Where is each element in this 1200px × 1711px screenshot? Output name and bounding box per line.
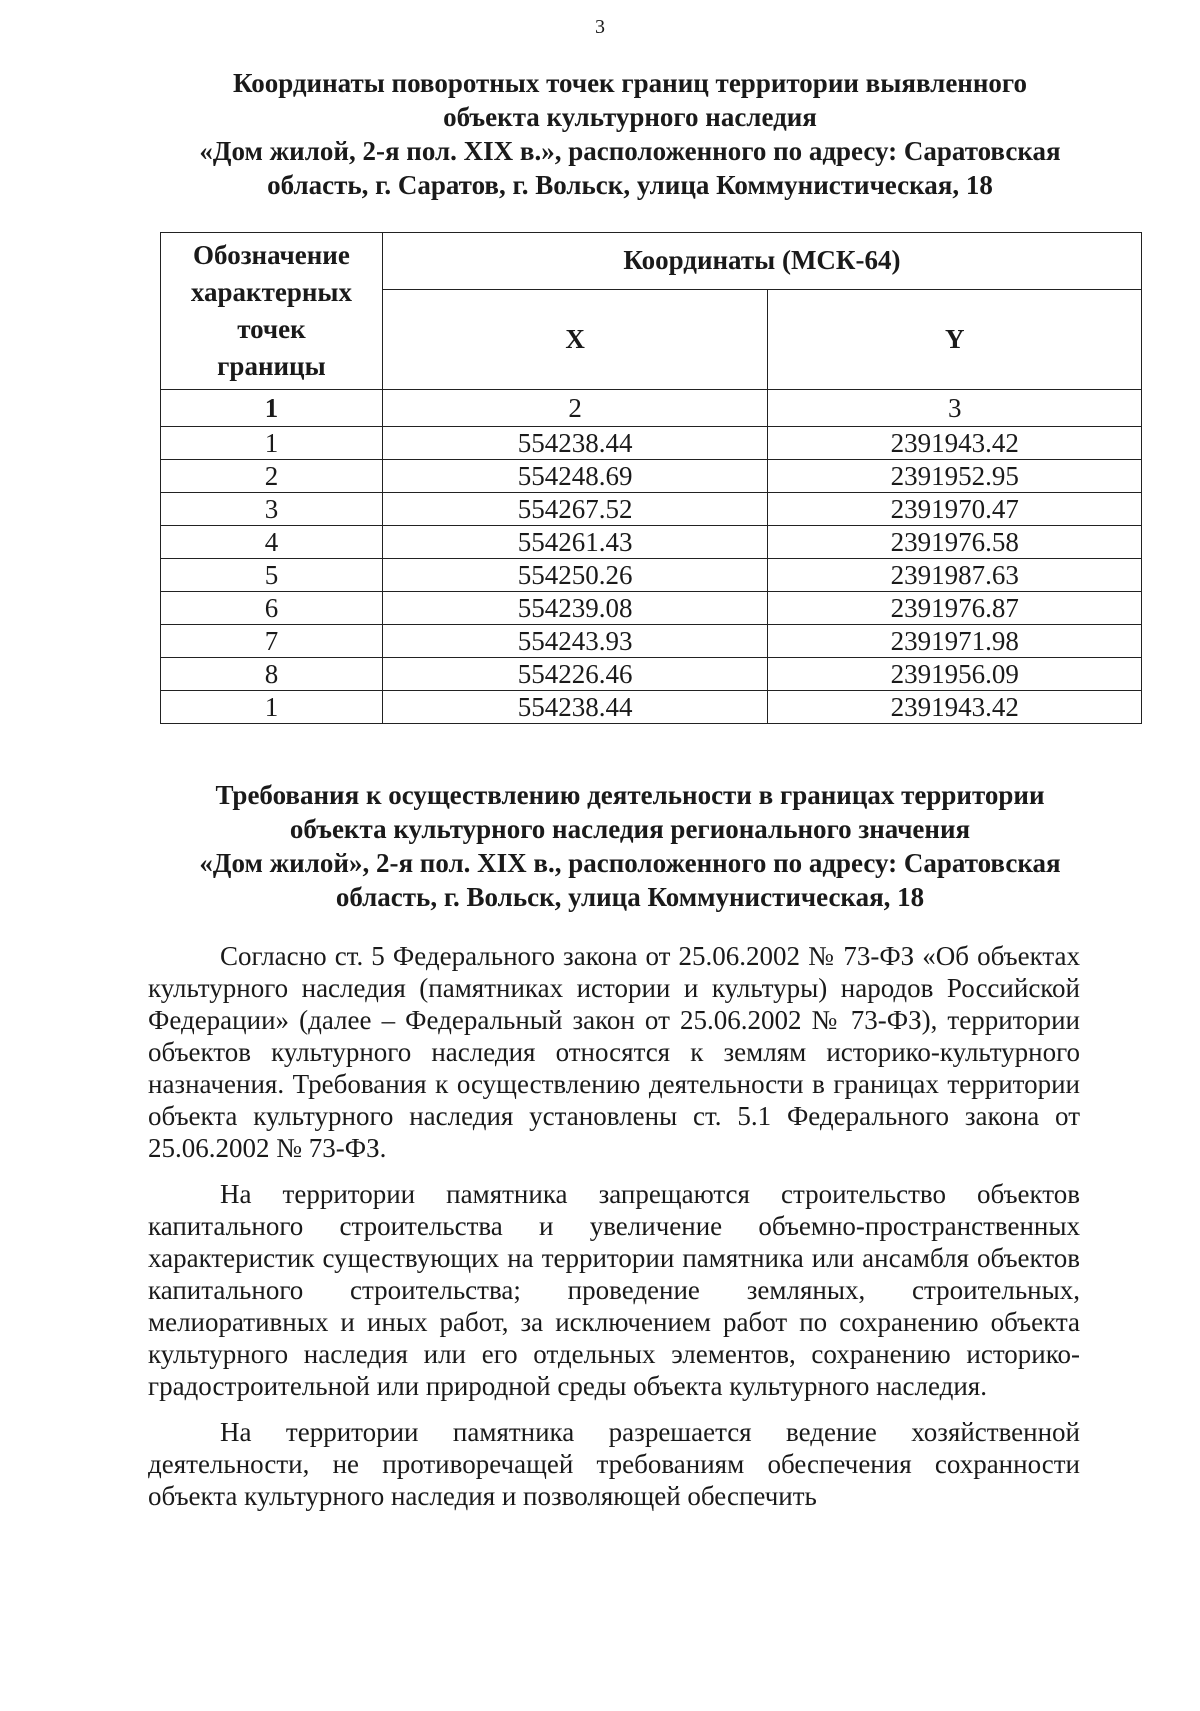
column-number: 1 — [161, 390, 383, 427]
coordinates-heading — [150, 66, 1110, 202]
header-coordinates: Координаты (МСК-64) — [382, 233, 1141, 290]
cell-point: 3 — [161, 493, 383, 526]
paragraph: Согласно ст. 5 Федерального закона от 25.06.2002 № 73-ФЗ «Об объектах культурного наследия (памятниках истории и культуры) народов Российской Федерации» (далее – Федеральный закон от 25.06.2002 № 73-ФЗ), территории объектов культурного наследия относятся к землям историко-культурного назначения. Требования к осуществлению деятельности в границах территории объекта культурного наследия установлены ст. 5.1 Федерального закона от 25.06.2002 № 73-ФЗ. — [148, 941, 1080, 1163]
cell-point: 7 — [161, 625, 383, 658]
cell-y: 2391943.42 — [768, 691, 1142, 724]
cell-y: 2391952.95 — [768, 460, 1142, 493]
heading-line: объекта культурного наследия — [443, 102, 817, 132]
cell-point: 4 — [161, 526, 383, 559]
cell-x: 554238.44 — [382, 427, 768, 460]
cell-x: 554226.46 — [382, 658, 768, 691]
heading-line: область, г. Саратов, г. Вольск, улица Коммунистическая, 18 — [267, 170, 993, 200]
cell-point: 6 — [161, 592, 383, 625]
cell-y: 2391976.87 — [768, 592, 1142, 625]
cell-x: 554261.43 — [382, 526, 768, 559]
page-number: 3 — [595, 16, 605, 38]
header-word: Обозначение — [193, 240, 350, 270]
heading-line: «Дом жилой, 2-я пол. XIX в.», расположенного по адресу: Саратовская — [199, 136, 1061, 166]
cell-y: 2391943.42 — [768, 427, 1142, 460]
cell-y: 2391971.98 — [768, 625, 1142, 658]
cell-point: 1 — [161, 691, 383, 724]
table-row — [161, 625, 1142, 658]
cell-point: 8 — [161, 658, 383, 691]
cell-x: 554243.93 — [382, 625, 768, 658]
column-number-row — [161, 390, 1142, 427]
header-word: точек — [237, 314, 306, 344]
cell-point: 2 — [161, 460, 383, 493]
cell-x: 554238.44 — [382, 691, 768, 724]
cell-x: 554239.08 — [382, 592, 768, 625]
heading-line: «Дом жилой», 2-я пол. XIX в., расположенного по адресу: Саратовская — [199, 848, 1061, 878]
table-row — [161, 592, 1142, 625]
table-row — [161, 658, 1142, 691]
table-row — [161, 526, 1142, 559]
header-y: Y — [768, 289, 1142, 389]
cell-x: 554248.69 — [382, 460, 768, 493]
heading-line: объекта культурного наследия регионального значения — [289, 814, 971, 844]
table-row — [161, 460, 1142, 493]
header-word: границы — [217, 351, 326, 381]
table-row — [161, 493, 1142, 526]
heading-line: Координаты поворотных точек границ территории выявленного — [232, 68, 1028, 98]
cell-x: 554250.26 — [382, 559, 768, 592]
requirements-heading — [150, 778, 1110, 914]
table-row — [161, 691, 1142, 724]
paragraph: На территории памятника запрещаются строительство объектов капитального строительства и увеличение объемно-пространственных характеристик существующих на территории памятника или ансамбля объектов капитального строительства; проведение земляных, строительных, мелиоративных и иных работ, за исключением работ по сохранению объекта культурного наследия или его отдельных элементов, сохранению историко-градостроительной или природной среды объекта культурного наследия. — [148, 1179, 1080, 1401]
cell-y: 2391976.58 — [768, 526, 1142, 559]
column-number: 3 — [768, 390, 1142, 427]
cell-y: 2391956.09 — [768, 658, 1142, 691]
table-row — [161, 559, 1142, 592]
heading-line: область, г. Вольск, улица Коммунистическая, 18 — [335, 882, 925, 912]
heading-line: Требования к осуществлению деятельности в границах территории — [215, 780, 1045, 810]
header-x: X — [382, 289, 768, 389]
paragraph: На территории памятника разрешается ведение хозяйственной деятельности, не противоречащей требованиям обеспечения сохранности объекта культурного наследия и позволяющей обеспечить — [148, 1417, 1080, 1511]
cell-y: 2391987.63 — [768, 559, 1142, 592]
column-number: 2 — [382, 390, 768, 427]
header-point-designation — [161, 233, 383, 390]
cell-point: 1 — [161, 427, 383, 460]
table-row — [161, 427, 1142, 460]
cell-x: 554267.52 — [382, 493, 768, 526]
cell-point: 5 — [161, 559, 383, 592]
header-word: характерных — [190, 277, 352, 307]
coordinates-table — [160, 232, 1142, 724]
body-text — [148, 940, 1080, 1526]
cell-y: 2391970.47 — [768, 493, 1142, 526]
